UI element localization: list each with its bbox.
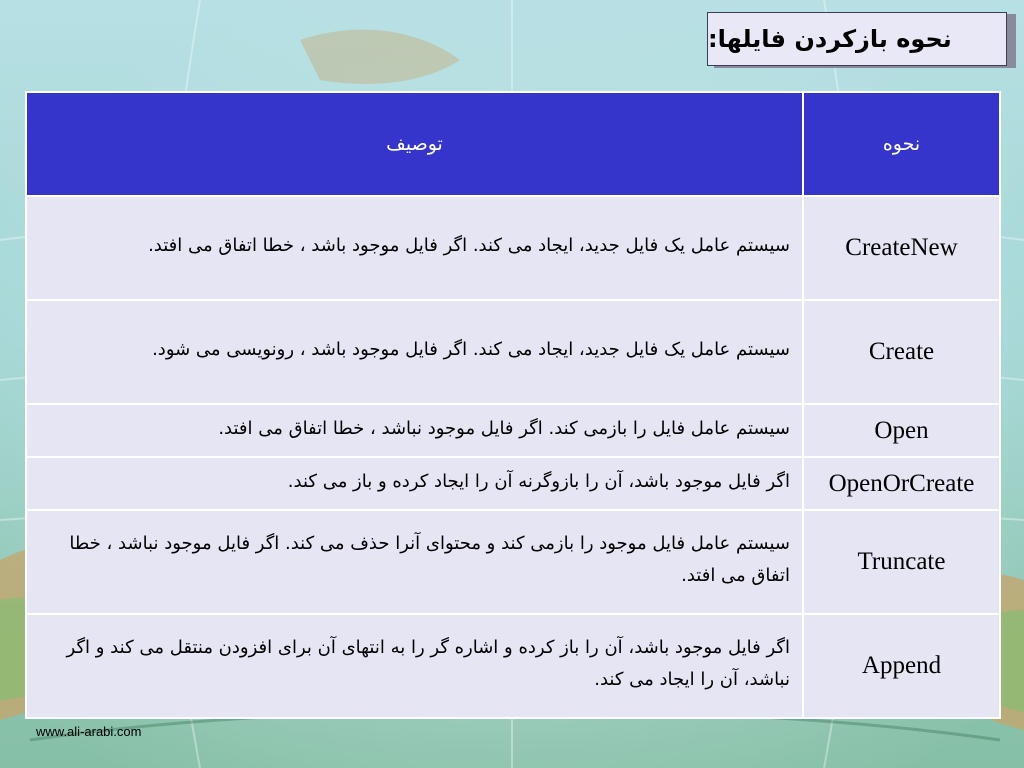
header-description: توصیف xyxy=(26,92,803,196)
mode-cell: Truncate xyxy=(803,510,1000,614)
table-row xyxy=(26,300,1000,404)
description-cell: اگر فایل موجود باشد، آن را باز کرده و اشاره گر را به انتهای آن برای افزودن منتقل می کند و اگر نباشد، آن را ایجاد می کند. xyxy=(26,614,803,718)
mode-cell: OpenOrCreate xyxy=(803,457,1000,510)
description-cell: سیستم عامل فایل را بازمی کند. اگر فایل موجود نباشد ، خطا اتفاق می افتد. xyxy=(26,404,803,457)
header-mode: نحوه xyxy=(803,92,1000,196)
mode-cell: Create xyxy=(803,300,1000,404)
table-row xyxy=(26,196,1000,300)
description-cell: سیستم عامل فایل موجود را بازمی کند و محتوای آنرا حذف می کند. اگر فایل موجود نباشد ، خطا اتفاق می افتد. xyxy=(26,510,803,614)
table-row xyxy=(26,510,1000,614)
mode-cell: Append xyxy=(803,614,1000,718)
table-row xyxy=(26,404,1000,457)
footer-url: www.ali-arabi.com xyxy=(36,724,142,739)
table-header-row xyxy=(26,92,1000,196)
description-cell: سیستم عامل یک فایل جدید، ایجاد می کند. اگر فایل موجود باشد ، رونویسی می شود. xyxy=(26,300,803,404)
table-row xyxy=(26,457,1000,510)
slide-title: نحوه بازکردن فایلها: xyxy=(707,12,1007,66)
description-cell: سیستم عامل یک فایل جدید، ایجاد می کند. اگر فایل موجود باشد ، خطا اتفاق می افتد. xyxy=(26,196,803,300)
mode-cell: Open xyxy=(803,404,1000,457)
table-row xyxy=(26,614,1000,718)
mode-cell: CreateNew xyxy=(803,196,1000,300)
file-modes-table xyxy=(25,91,1001,719)
description-cell: اگر فایل موجود باشد، آن را بازوگرنه آن را ایجاد کرده و باز می کند. xyxy=(26,457,803,510)
